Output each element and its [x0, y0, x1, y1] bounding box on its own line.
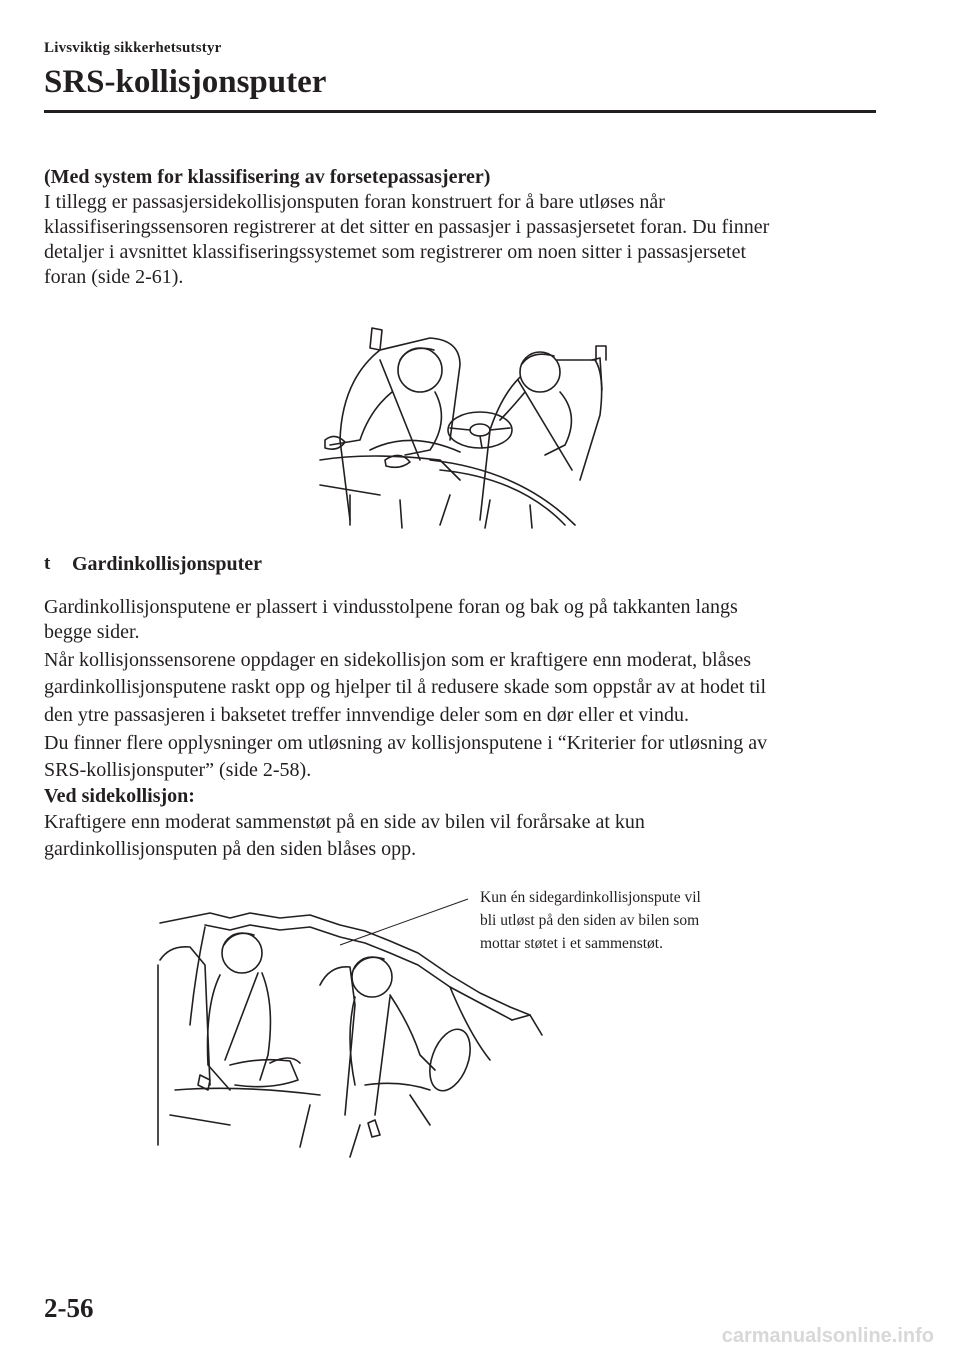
- front-occupants-illustration: [310, 320, 620, 530]
- curtain-body-line-7: SRS-kollisjonsputer” (side 2-58).: [44, 759, 312, 781]
- page-title: SRS-kollisjonsputer: [44, 64, 327, 100]
- watermark: carmanualsonline.info: [721, 1325, 934, 1347]
- intro-line-1: I tillegg er passasjersidekollisjonsputen foran konstruert for å bare utløses når: [44, 191, 665, 213]
- side-collision-line-1: Kraftigere enn moderat sammenstøt på en side av bilen vil forårsake at kun: [44, 811, 645, 833]
- curtain-body-line-1: Gardinkollisjonsputene er plassert i vindusstolpene foran og bak og på takkanten langs: [44, 596, 738, 618]
- callout-line-3: mottar støtet i et sammenstøt.: [480, 935, 663, 952]
- curtain-body-line-3: Når kollisjonssensorene oppdager en sidekollisjon som er kraftigere enn moderat, blåses: [44, 649, 752, 671]
- callout-line-2: bli utløst på den siden av bilen som: [480, 912, 700, 929]
- bullet-marker: t: [44, 553, 51, 574]
- curtain-body-line-5: den ytre passasjeren i baksetet treffer innvendige deler som en dør eller et vindu.: [44, 704, 689, 726]
- intro-line-4: foran (side 2-61).: [44, 266, 184, 288]
- section-label: Livsviktig sikkerhetsutstyr: [44, 40, 222, 56]
- title-rule: [44, 110, 876, 113]
- intro-heading: (Med system for klassifisering av forsetepassasjerer): [44, 166, 491, 188]
- side-collision-line-2: gardinkollisjonsputen på den siden blåses opp.: [44, 838, 417, 860]
- side-collision-heading: Ved sidekollisjon:: [44, 785, 195, 807]
- curtain-section-heading: [44, 550, 262, 578]
- page-number: 2-56: [44, 1293, 94, 1323]
- curtain-heading-text: Gardinkollisjonsputer: [72, 553, 263, 575]
- curtain-body-line-4: gardinkollisjonsputene raskt opp og hjelper til å redusere skade som oppstår av at hodet til: [44, 676, 767, 698]
- intro-line-3: detaljer i avsnittet klassifiseringssystemet som registrerer om noen sitter i passasjersetet: [44, 241, 747, 263]
- curtain-body-line-6: Du finner flere opplysninger om utløsning av kollisjonsputene i “Kriterier for utløsning av: [44, 732, 768, 754]
- curtain-body-line-2: begge sider.: [44, 621, 140, 643]
- callout-line-1: Kun én sidegardinkollisjonspute vil: [480, 889, 701, 906]
- intro-line-2: klassifiseringssensoren registrerer at det sitter en passasjer i passasjersetet foran. Du finner: [44, 216, 770, 238]
